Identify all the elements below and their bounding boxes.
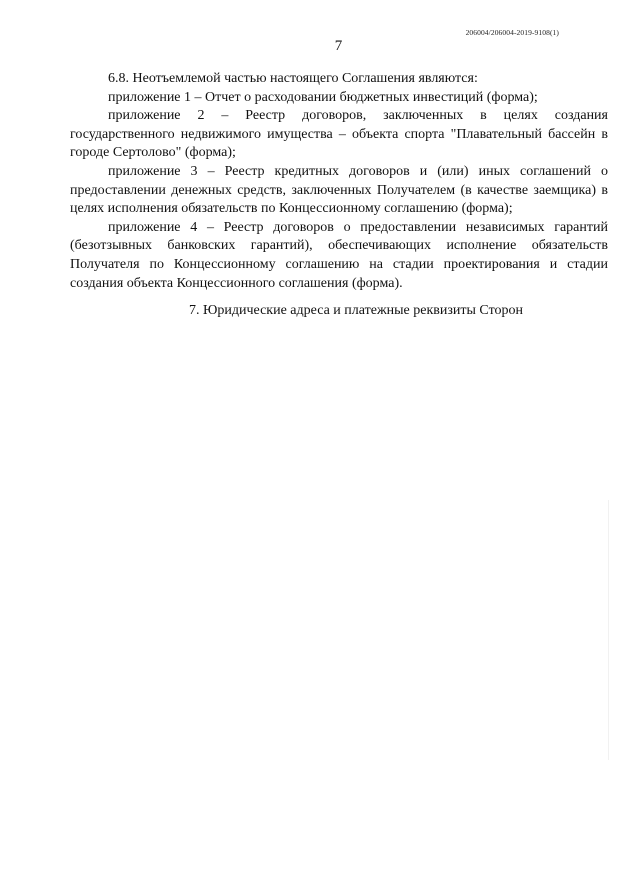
page-number: 7 [334, 38, 343, 54]
appendix-3-item: приложение 3 – Реестр кредитных договоров и (или) иных соглашений о предоставлении денежных средств, заключенных Получателем (в качестве заемщика) в целях исполнения обязательств по Концессионному соглашению (форма); [70, 163, 608, 217]
appendix-2-item: приложение 2 – Реестр договоров, заключенных в целях создания государственного недвижимого имущества – объекта спорта "Плавательный бассейн в городе Сертолово" (форма); [70, 108, 608, 161]
appendix-1-item: приложение 1 – Отчет о расходовании бюджетных инвестиций (форма); [108, 89, 538, 105]
scan-artifact [608, 500, 609, 760]
document-id: 206004/206004-2019-9108(1) [465, 28, 559, 37]
appendix-4-item: приложение 4 – Реестр договоров о предоставлении независимых гарантий (безотзывных банковских гарантий), обеспечивающих исполнение обязательств Получателя по Концессионному соглашению на стадии проектирования и стадии создания объекта Концессионного соглашения (форма). [70, 219, 608, 291]
section-title: 7. Юридические адреса и платежные реквизиты Сторон [188, 303, 523, 318]
paragraph-6-8: 6.8. Неотъемлемой частью настоящего Соглашения являются: [108, 71, 478, 86]
document-body [70, 70, 608, 293]
